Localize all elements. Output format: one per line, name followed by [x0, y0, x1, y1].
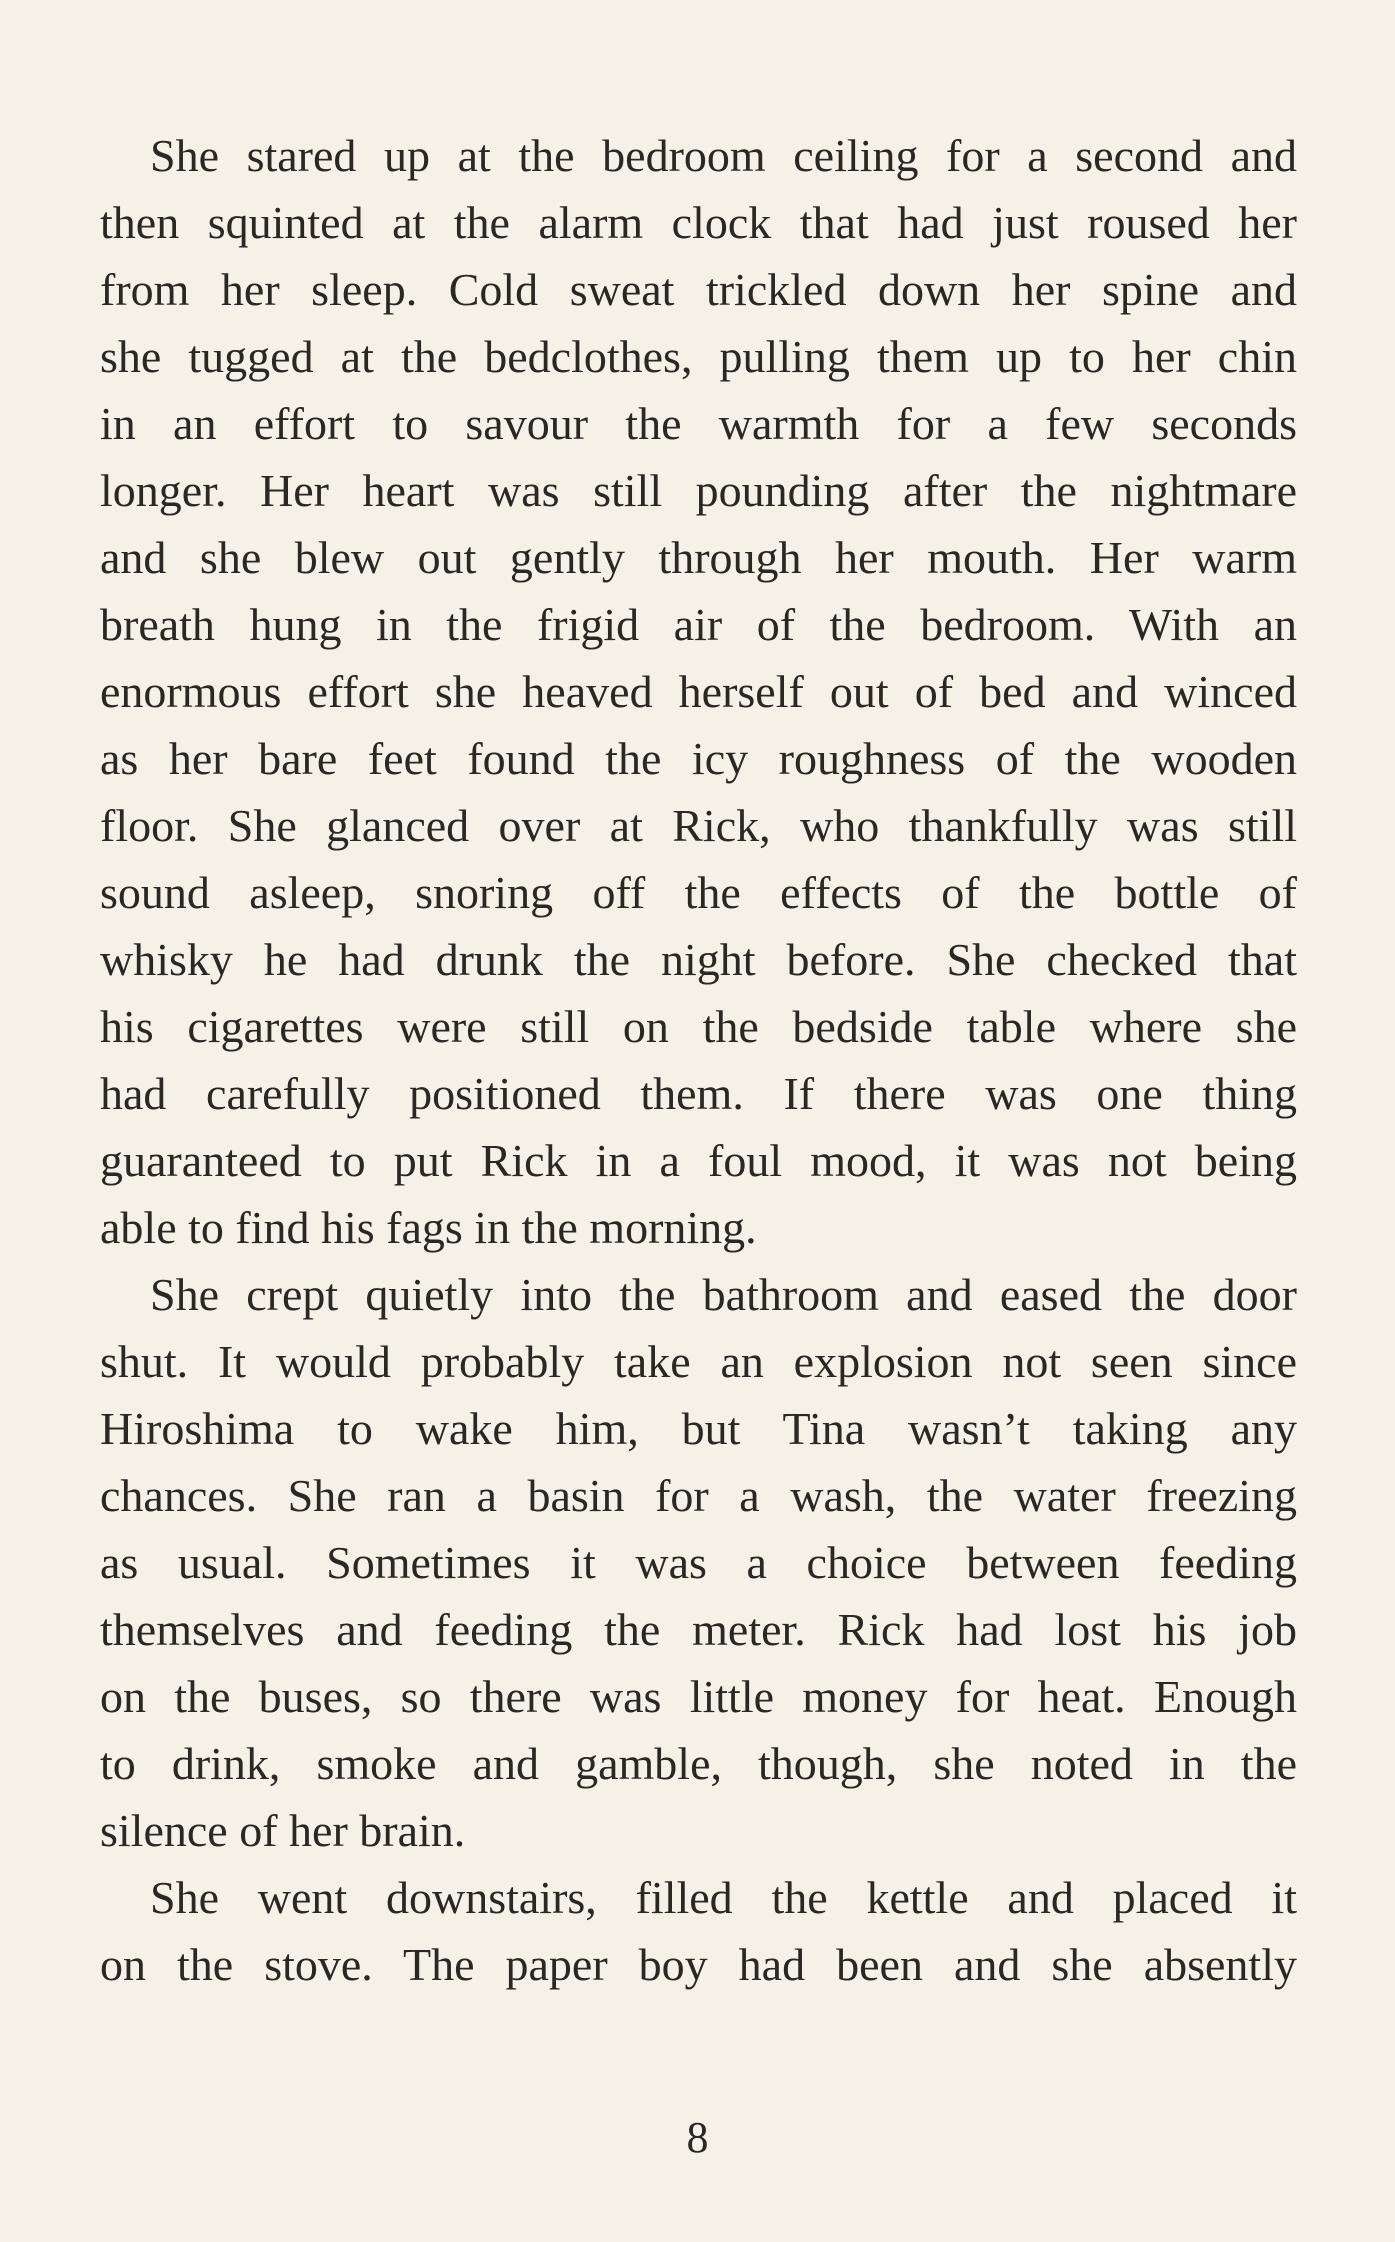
- paragraph-1-line: then squinted at the alarm clock that had just roused her: [100, 197, 1297, 248]
- paragraph-2-line: as usual. Sometimes it was a choice between feeding: [100, 1537, 1297, 1588]
- paragraph-1-line: She stared up at the bedroom ceiling for a second and: [150, 130, 1297, 181]
- paragraph-1-line: his cigarettes were still on the bedside table where she: [100, 1001, 1297, 1052]
- paragraph-3-line: She went downstairs, filled the kettle and placed it: [150, 1872, 1297, 1923]
- paragraph-2-line: She crept quietly into the bathroom and eased the door: [150, 1269, 1297, 1320]
- paragraph-2-line: chances. She ran a basin for a wash, the water freezing: [100, 1470, 1297, 1521]
- paragraph-1-line: breath hung in the frigid air of the bedroom. With an: [100, 599, 1297, 650]
- body-text: [100, 122, 1297, 1998]
- paragraph-3-line: on the stove. The paper boy had been and she absently: [100, 1939, 1297, 1990]
- paragraph-1-line: whisky he had drunk the night before. She checked that: [100, 934, 1297, 985]
- paragraph-1-line: from her sleep. Cold sweat trickled down her spine and: [100, 264, 1297, 315]
- paragraph-2-line: silence of her brain.: [100, 1805, 466, 1856]
- paragraph-1-line: in an effort to savour the warmth for a few seconds: [100, 398, 1297, 449]
- paragraph-1-line: as her bare feet found the icy roughness of the wooden: [100, 733, 1297, 784]
- paragraph-1-line: she tugged at the bedclothes, pulling them up to her chin: [100, 331, 1297, 382]
- paragraph-1-line: sound asleep, snoring off the effects of the bottle of: [100, 867, 1297, 918]
- paragraph-1-line: longer. Her heart was still pounding after the nightmare: [100, 465, 1297, 516]
- paragraph-1-line: enormous effort she heaved herself out of bed and winced: [100, 666, 1297, 717]
- paragraph-1-line: guaranteed to put Rick in a foul mood, it was not being: [100, 1135, 1297, 1186]
- paragraph-1-line: had carefully positioned them. If there was one thing: [100, 1068, 1297, 1119]
- paragraph-2-line: Hiroshima to wake him, but Tina wasn’t taking any: [100, 1403, 1297, 1454]
- paragraph-2-line: themselves and feeding the meter. Rick had lost his job: [100, 1604, 1297, 1655]
- paragraph-2-line: shut. It would probably take an explosion not seen since: [100, 1336, 1297, 1387]
- paragraph-2-line: on the buses, so there was little money for heat. Enough: [100, 1671, 1297, 1722]
- paragraph-1-line: able to find his fags in the morning.: [100, 1202, 757, 1253]
- paragraph-1-line: floor. She glanced over at Rick, who thankfully was still: [100, 800, 1297, 851]
- paragraph-1-line: and she blew out gently through her mouth. Her warm: [100, 532, 1297, 583]
- page-number: 8: [686, 2113, 709, 2162]
- paragraph-2-line: to drink, smoke and gamble, though, she noted in the: [100, 1738, 1297, 1789]
